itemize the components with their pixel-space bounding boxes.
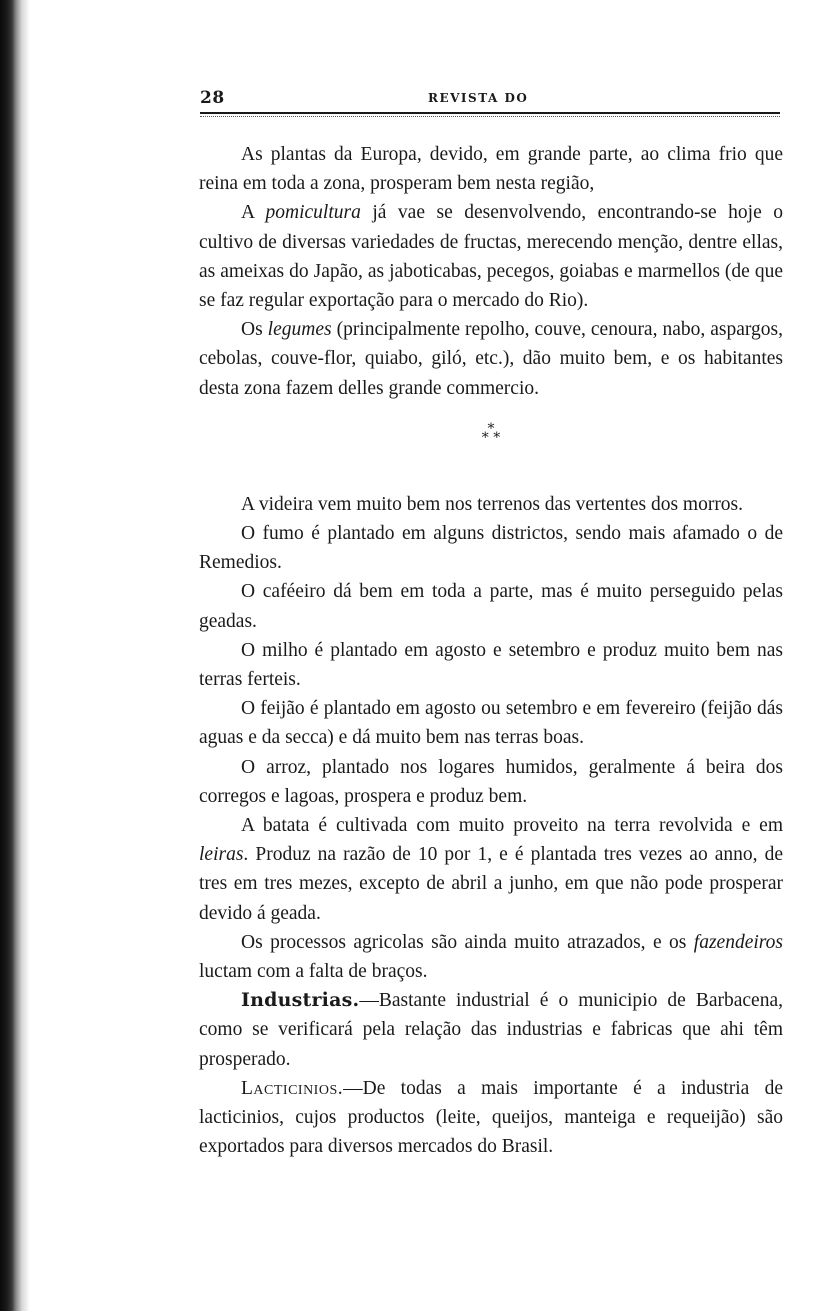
paragraph-text: . Produz na razão de 10 por 1, e é plantada tres vezes ao anno, de tres em tres mezes, excepto de abril a junho, em que não pode prosperar devido á geada. bbox=[199, 844, 783, 924]
page-number: 28 bbox=[200, 88, 225, 108]
italic-term: legumes bbox=[267, 319, 332, 341]
paragraph-text: já vae se desenvolvendo, encontrando-se hoje o cultivo de diversas variedades de fructas, merecendo menção, dentre ellas, as ameixas do Japão, as jaboticabas, pecegos, goiabas e marmellos (de que se faz regular exportação para o mercado do Rio). bbox=[199, 202, 783, 312]
body-text bbox=[199, 140, 783, 1162]
italic-term: fazendeiros bbox=[693, 931, 783, 953]
paragraph-coffee: O caféeiro dá bem em toda a parte, mas é muito perseguido pelas geadas. bbox=[199, 581, 783, 632]
paragraph-potato bbox=[199, 811, 783, 928]
paragraph-text: A batata é cultivada com muito proveito na terra revolvida e em bbox=[241, 815, 783, 837]
paragraph-european-plants: As plantas da Europa, devido, em grande parte, ao clima frio que reina em toda a zona, prosperam bem nesta região, bbox=[199, 144, 783, 195]
italic-term: pomicultura bbox=[265, 202, 361, 224]
paragraph-pomiculture bbox=[199, 198, 783, 315]
paragraph-legumes bbox=[199, 315, 783, 403]
paragraph-corn: O milho é plantado em agosto e setembro e produz muito bem nas terras ferteis. bbox=[199, 639, 783, 691]
italic-term: leiras bbox=[199, 844, 244, 866]
page-header bbox=[200, 88, 780, 110]
paragraph-industries bbox=[199, 986, 783, 1074]
running-head: REVISTA DO bbox=[428, 91, 529, 105]
paragraph-text: A bbox=[241, 202, 266, 224]
paragraph-dairy bbox=[199, 1074, 783, 1162]
paragraph-text: (principalmente repolho, couve, cenoura, nabo, aspargos, cebolas, couve-flor, quiabo, giló, etc.), dão muito bem, e os habitantes desta zona fazem delles grande commercio. bbox=[199, 319, 783, 399]
paragraph-text: Os processos agricolas são ainda muito atrazados, e os bbox=[241, 931, 694, 953]
paragraph-text: —Bastante industrial é o municipio de Barbacena, como se verificará pela relação das industrias e fabricas que ahi têm prosperado. bbox=[199, 990, 783, 1070]
paragraph-text: luctam com a falta de braços. bbox=[199, 961, 428, 983]
paragraph-tobacco: O fumo é plantado em alguns districtos, sendo mais afamado o de Remedios. bbox=[199, 523, 783, 574]
paragraph-vine: A videira vem muito bem nos terrenos das vertentes dos morros. bbox=[241, 493, 744, 515]
asterism-separator bbox=[199, 403, 783, 490]
section-heading-dairy: Lacticinios. bbox=[241, 1077, 344, 1099]
header-rule bbox=[200, 112, 780, 114]
section-heading-industries: Industrias. bbox=[241, 989, 360, 1012]
paragraph-text: —De todas a mais importante é a industria de lacticinios, cujos productos (leite, queijos, manteiga e requeijão) são exportados para diversos mercados do Brasil. bbox=[199, 1077, 783, 1158]
asterism-glyphs: * * * bbox=[481, 420, 501, 446]
paragraph-text: Os bbox=[241, 319, 268, 341]
paragraph-beans: O feijão é plantado em agosto ou setembro e em fevereiro (feijão dás aguas e da secca) e dá muito bem nas terras boas. bbox=[199, 698, 783, 749]
paragraph-rice: O arroz, plantado nos logares humidos, geralmente á beira dos corregos e lagoas, prospera e produz bem. bbox=[199, 756, 783, 807]
paragraph-agricultural-processes bbox=[199, 928, 783, 986]
